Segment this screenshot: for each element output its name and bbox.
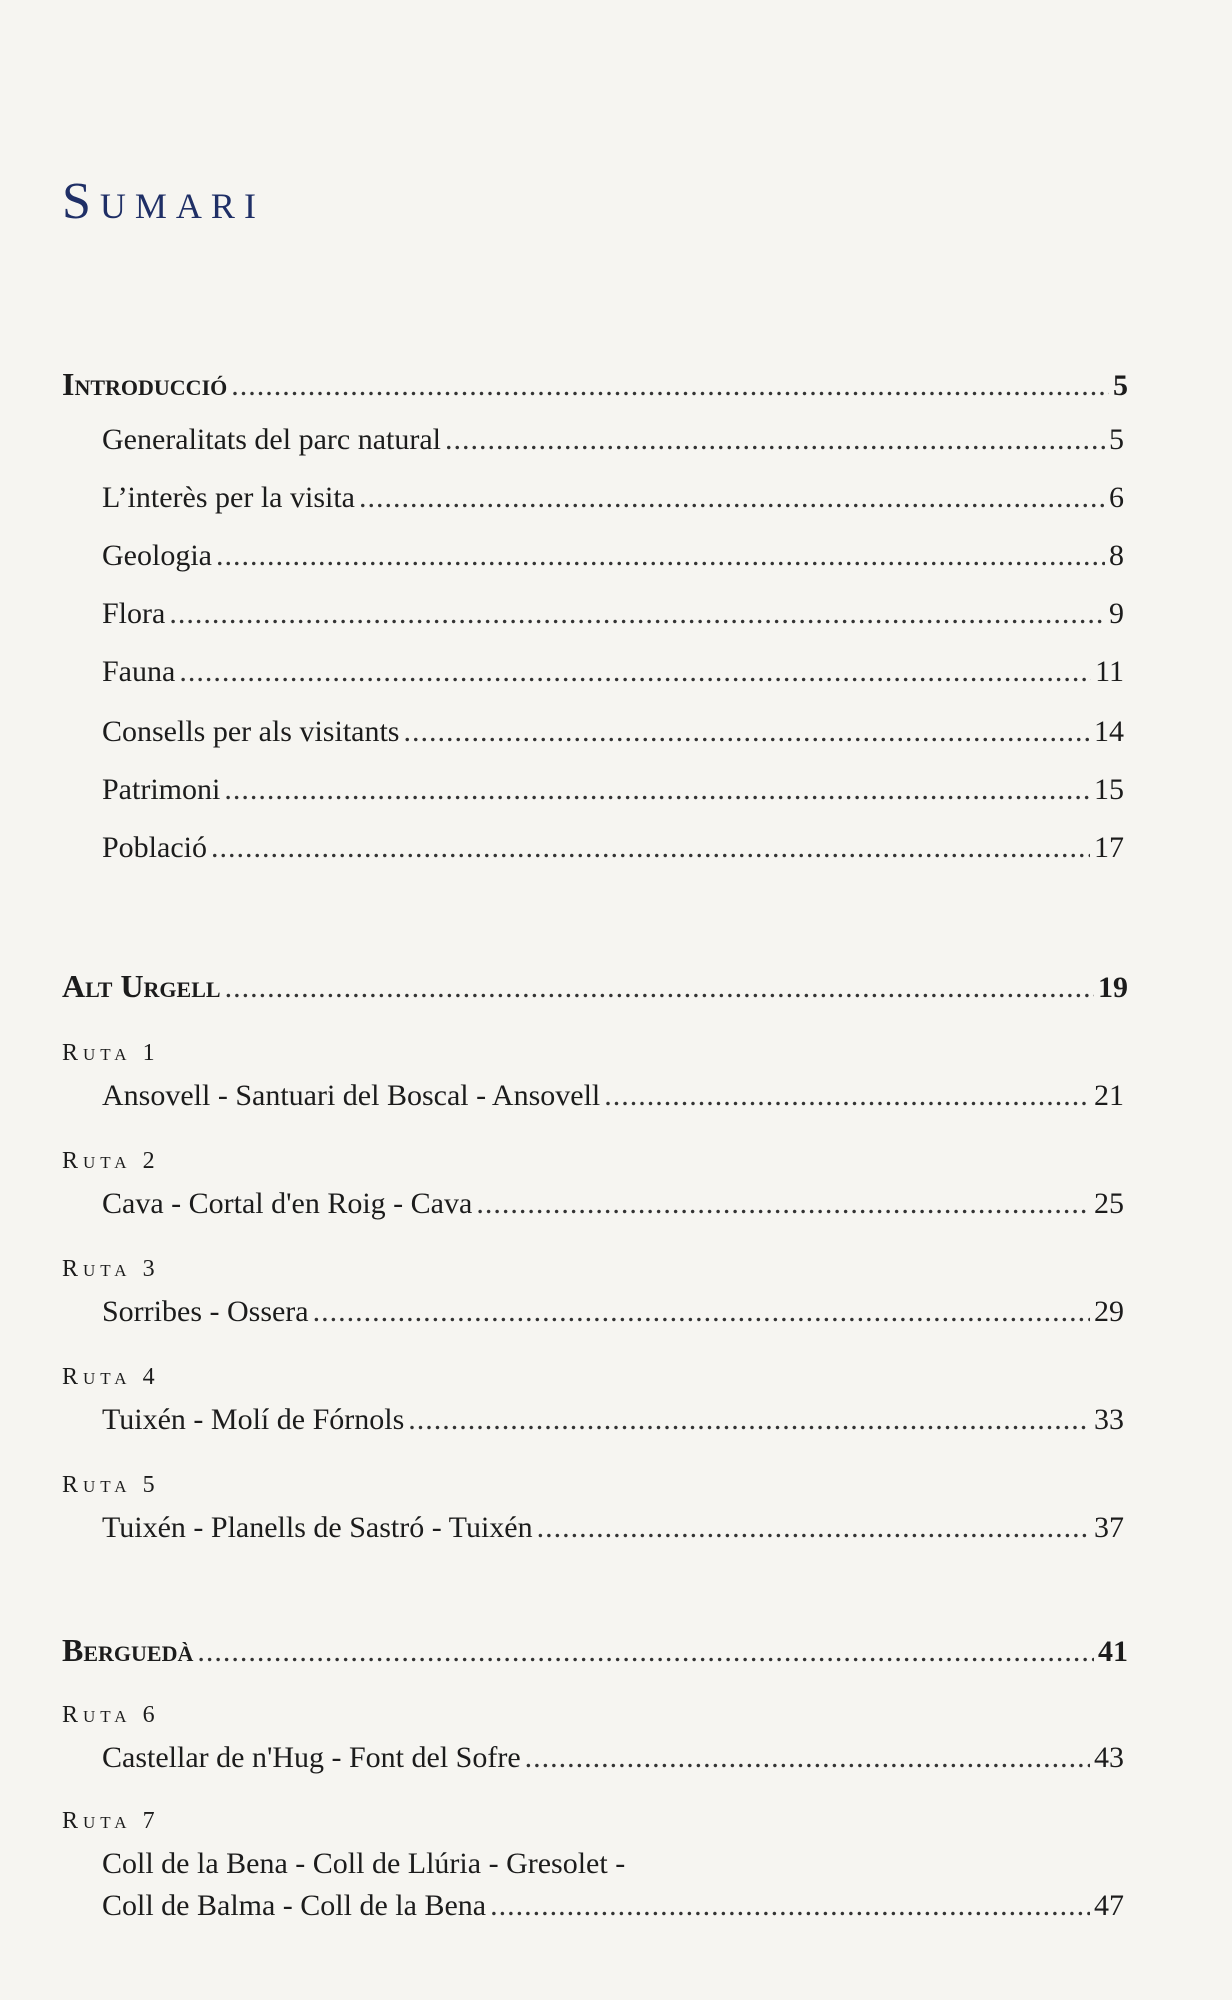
leader-dots [197, 1634, 1094, 1670]
section-title: Alt Urgell [62, 968, 221, 1004]
route-entry[interactable] [102, 1510, 1124, 1546]
leader-dots [525, 1740, 1090, 1776]
route-name: Tuixén - Planells de Sastró - Tuixén [102, 1511, 533, 1544]
page-number: 17 [1094, 831, 1124, 864]
page-title: Sumari [62, 173, 265, 230]
entry-label: Consells per als visitants [102, 715, 400, 748]
route-label: Ruta 2 [62, 1148, 160, 1174]
leader-dots [216, 538, 1105, 574]
route-name-line1[interactable]: Coll de la Bena - Coll de Llúria - Gresolet - [102, 1847, 626, 1880]
toc-entry[interactable] [102, 422, 1124, 458]
route-label: Ruta 1 [62, 1040, 160, 1066]
page-number: 6 [1109, 481, 1124, 514]
leader-dots [225, 970, 1094, 1006]
route-name: Sorribes - Ossera [102, 1295, 309, 1328]
page-number: 11 [1095, 655, 1124, 688]
page-number: 5 [1109, 423, 1124, 456]
toc-entry[interactable] [102, 654, 1124, 690]
toc-entry[interactable] [102, 480, 1124, 516]
page-number: 25 [1094, 1187, 1124, 1220]
section-alt-urgell[interactable] [62, 968, 1128, 1006]
page-number: 29 [1094, 1295, 1124, 1328]
entry-label: Generalitats del parc natural [102, 423, 441, 456]
route-entry[interactable] [102, 1294, 1124, 1330]
page-number: 9 [1109, 597, 1124, 630]
section-introduccio[interactable] [62, 366, 1128, 404]
page-number: 43 [1094, 1741, 1124, 1774]
page-number: 8 [1109, 539, 1124, 572]
leader-dots [604, 1078, 1090, 1114]
leader-dots [224, 772, 1090, 808]
page-number: 5 [1113, 369, 1128, 402]
leader-dots [211, 830, 1090, 866]
page-number: 21 [1094, 1079, 1124, 1112]
toc-entry[interactable] [102, 714, 1124, 750]
leader-dots [231, 368, 1109, 404]
section-title: Introducció [62, 366, 228, 402]
entry-label: Patrimoni [102, 773, 221, 806]
route-label: Ruta 6 [62, 1702, 160, 1728]
route-name: Coll de Balma - Coll de la Bena [102, 1889, 487, 1922]
route-name: Ansovell - Santuari del Boscal - Ansovell [102, 1079, 601, 1112]
route-entry[interactable] [102, 1888, 1124, 1924]
section-title: Berguedà [62, 1632, 194, 1668]
route-label: Ruta 4 [62, 1364, 160, 1390]
entry-label: Població [102, 831, 207, 864]
leader-dots [359, 480, 1105, 516]
page-number: 19 [1098, 971, 1128, 1004]
page-number: 33 [1094, 1403, 1124, 1436]
route-entry[interactable] [102, 1402, 1124, 1438]
page-number: 41 [1098, 1635, 1128, 1668]
entry-label: Fauna [102, 655, 176, 688]
leader-dots [179, 654, 1091, 690]
page-number: 47 [1094, 1889, 1124, 1922]
leader-dots [476, 1186, 1090, 1222]
route-entry[interactable] [102, 1078, 1124, 1114]
entry-label: Geologia [102, 539, 212, 572]
leader-dots [403, 714, 1090, 750]
route-name: Tuixén - Molí de Fórnols [102, 1403, 405, 1436]
page-number: 37 [1094, 1511, 1124, 1544]
route-label: Ruta 7 [62, 1808, 160, 1834]
route-label: Ruta 3 [62, 1256, 160, 1282]
toc-entry[interactable] [102, 538, 1124, 574]
route-label: Ruta 5 [62, 1472, 160, 1498]
leader-dots [408, 1402, 1090, 1438]
leader-dots [313, 1294, 1090, 1330]
entry-label: L’interès per la visita [102, 481, 355, 514]
leader-dots [490, 1888, 1090, 1924]
toc-entry[interactable] [102, 596, 1124, 632]
route-name: Castellar de n'Hug - Font del Sofre [102, 1741, 521, 1774]
page-number: 14 [1094, 715, 1124, 748]
toc-entry[interactable] [102, 772, 1124, 808]
page-number: 15 [1094, 773, 1124, 806]
leader-dots [537, 1510, 1090, 1546]
route-name: Cava - Cortal d'en Roig - Cava [102, 1187, 473, 1220]
section-bergueda[interactable] [62, 1632, 1128, 1670]
route-entry[interactable] [102, 1186, 1124, 1222]
leader-dots [445, 422, 1105, 458]
leader-dots [169, 596, 1105, 632]
toc-entry[interactable] [102, 830, 1124, 866]
entry-label: Flora [102, 597, 166, 630]
route-entry[interactable] [102, 1740, 1124, 1776]
